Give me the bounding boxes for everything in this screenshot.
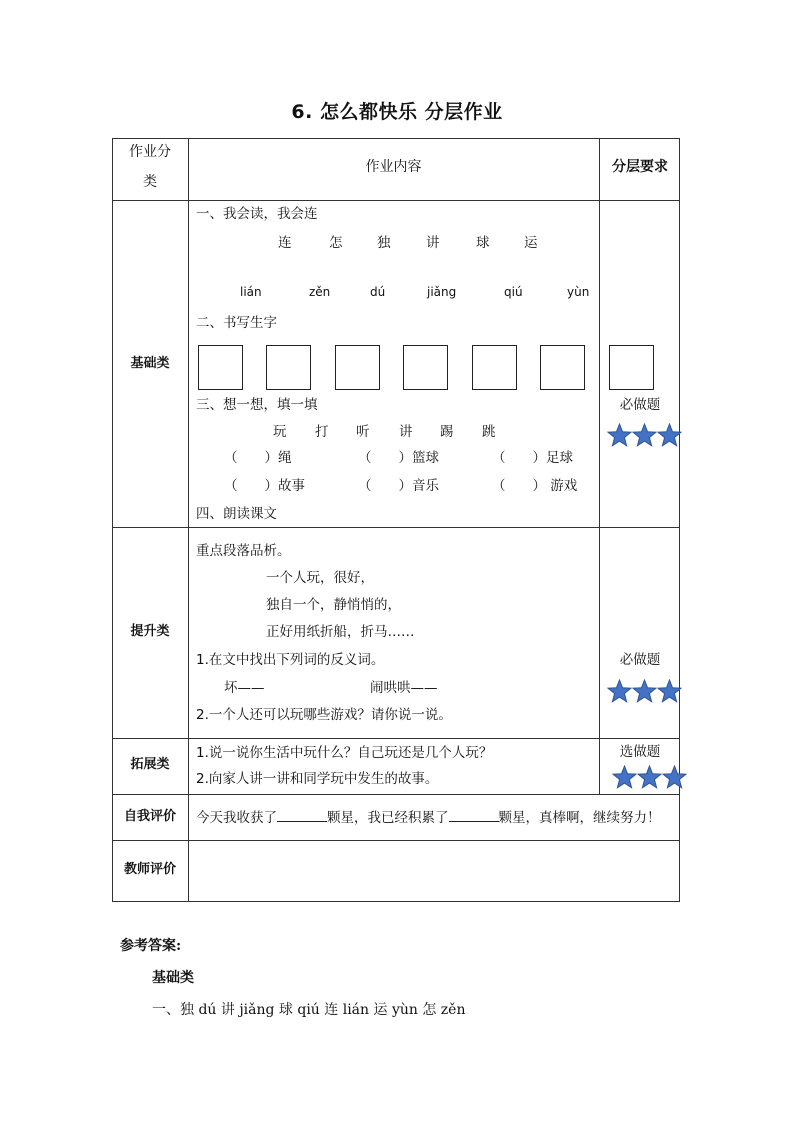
verb-item: 玩: [273, 424, 287, 440]
verb-item: 打: [315, 424, 329, 440]
char-item: 连: [278, 235, 292, 251]
category-teacher-eval: 教师评价: [123, 862, 176, 877]
star-icon: [607, 423, 632, 447]
answers-title: 参考答案:: [120, 938, 182, 954]
table-border-left: [112, 138, 113, 902]
answers-line: 一、独 dú 讲 jiǎng 球 qiú 连 lián 运 yùn 怎 zěn: [152, 1002, 466, 1018]
improve-question-1: 1.在文中找出下列词的反义词。: [196, 652, 385, 668]
stars-received-blank[interactable]: [277, 821, 327, 822]
verb-item: 讲: [399, 424, 413, 440]
pinyin-item: yùn: [567, 285, 590, 299]
header-category-line1: 作业分: [129, 144, 171, 160]
category-basic: 基础类: [130, 356, 170, 371]
antonym-item: 闹哄哄——: [370, 680, 438, 696]
verb-item: 踢: [440, 424, 454, 440]
self-eval-sentence: [196, 806, 661, 826]
fill-blank-item: （ ）绳: [224, 450, 292, 466]
extend-question-1: 1.说一说你生活中玩什么？自己玩还是几个人玩？: [196, 745, 493, 761]
char-item: 独: [377, 235, 391, 251]
antonym-item: 坏——: [224, 680, 265, 696]
page-title: 6. 怎么都快乐 分层作业: [291, 101, 503, 123]
table-border-bottom: [112, 901, 680, 902]
fill-blank-item: （ ）音乐: [358, 478, 439, 494]
poem-line: 正好用纸折船，折马……: [266, 624, 415, 640]
pinyin-item: lián: [240, 285, 262, 299]
writing-box[interactable]: [472, 345, 517, 390]
row-divider: [112, 840, 680, 841]
row-divider: [112, 200, 680, 201]
improve-question-2: 2.一个人还可以玩哪些游戏？请你说一说。: [196, 707, 452, 723]
char-item: 怎: [329, 235, 343, 251]
pinyin-item: dú: [370, 285, 386, 299]
extend-question-2: 2.向家人讲一讲和同学玩中发生的故事。: [196, 771, 439, 787]
fill-blank-item: （ ） 游戏: [492, 478, 578, 494]
writing-box[interactable]: [540, 345, 585, 390]
fill-blank-item: （ ）故事: [224, 478, 305, 494]
column-divider: [599, 138, 600, 794]
header-requirement: 分层要求: [612, 159, 668, 175]
category-self-eval: 自我评价: [123, 809, 176, 824]
header-content: 作业内容: [365, 159, 422, 175]
star-icon: [657, 423, 682, 447]
extend-requirement: 选做题: [619, 744, 661, 760]
star-rating: [607, 423, 682, 447]
self-eval-text: 颗星，我已经积累了: [327, 810, 449, 826]
basic-section3-title: 三、想一想，填一填: [196, 397, 318, 413]
table-border-top: [112, 138, 680, 139]
poem-line: 独自一个，静悄悄的，: [266, 597, 401, 613]
homework-table: [112, 138, 680, 902]
star-rating: [612, 765, 687, 789]
answers-section: 基础类: [152, 970, 194, 986]
writing-box[interactable]: [266, 345, 311, 390]
pinyin-item: zěn: [309, 285, 331, 299]
verb-item: 跳: [482, 424, 496, 440]
writing-box[interactable]: [198, 345, 243, 390]
char-item: 讲: [426, 235, 440, 251]
star-icon: [637, 765, 662, 789]
self-eval-text: 颗星，真棒啊，继续努力！: [498, 810, 661, 826]
verb-item: 听: [356, 424, 370, 440]
pinyin-item: jiǎng: [427, 285, 457, 299]
stars-total-blank[interactable]: [449, 821, 499, 822]
star-icon: [607, 679, 632, 703]
poem-line: 一个人玩，很好，: [266, 570, 374, 586]
basic-section4-title: 四、朗读课文: [196, 506, 277, 522]
writing-box[interactable]: [403, 345, 448, 390]
char-item: 运: [524, 235, 538, 251]
star-icon: [662, 765, 687, 789]
self-eval-text: 今天我收获了: [196, 810, 277, 826]
pinyin-item: qiú: [504, 285, 523, 299]
basic-section1-title: 一、我会读，我会连: [196, 206, 318, 222]
row-divider: [112, 527, 680, 528]
fill-blank-item: （ ）足球: [492, 450, 573, 466]
improve-intro: 重点段落品析。: [196, 543, 291, 559]
star-icon: [612, 765, 637, 789]
writing-box[interactable]: [335, 345, 380, 390]
header-category-line2: 类: [143, 174, 157, 190]
category-extend: 拓展类: [130, 757, 170, 772]
row-divider: [112, 738, 680, 739]
category-improve: 提升类: [130, 624, 170, 639]
improve-requirement: 必做题: [619, 652, 661, 668]
star-rating: [607, 679, 682, 703]
basic-section2-title: 二、书写生字: [196, 315, 277, 331]
column-divider: [188, 138, 189, 902]
writing-box[interactable]: [609, 345, 654, 390]
fill-blank-item: （ ）篮球: [358, 450, 439, 466]
char-item: 球: [476, 235, 490, 251]
basic-requirement: 必做题: [619, 397, 661, 413]
star-icon: [632, 423, 657, 447]
star-icon: [657, 679, 682, 703]
star-icon: [632, 679, 657, 703]
row-divider: [112, 794, 680, 795]
